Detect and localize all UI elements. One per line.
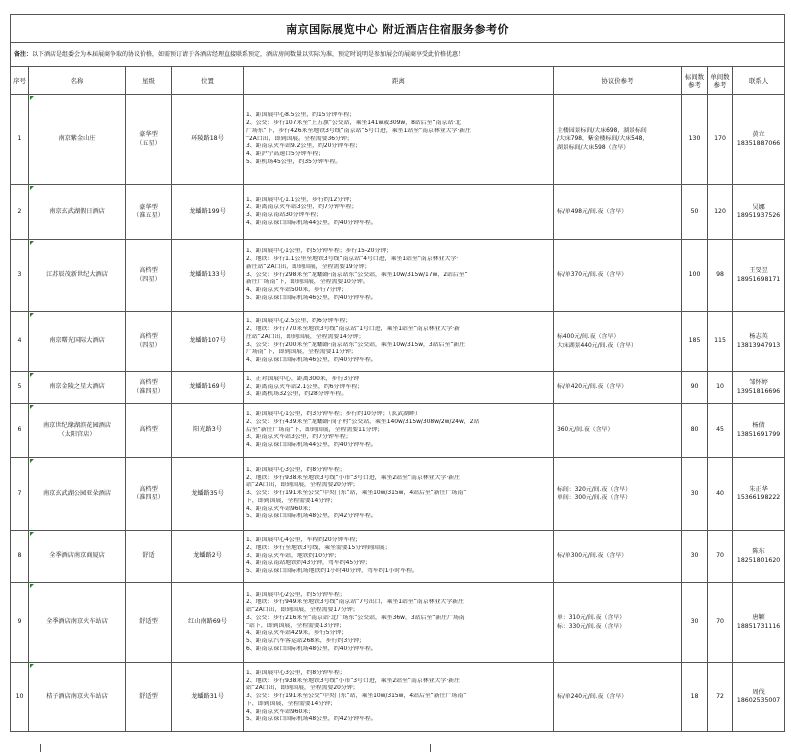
hotel-row <box>11 312 785 372</box>
distance-line: 4、距沪宁高速口5分钟车程； <box>246 151 325 158</box>
hotel-star <box>126 663 172 732</box>
hotel-single-count: 40 <box>708 458 733 531</box>
distance-line: 2、公交：步行439米至“龙蟠路·岗子村”公交站，乘坐140w/315w/308w/2w/24w，2站 <box>246 418 480 425</box>
hotel-contact <box>733 240 785 312</box>
hotel-name-line: 全季酒店南京火车站店 <box>46 618 108 626</box>
hotel-single-count: 98 <box>708 240 733 312</box>
hotel-name-line: 全季酒店南京商厦店 <box>49 552 105 560</box>
hotel-row <box>11 663 785 732</box>
hotel-row <box>11 531 785 583</box>
hotel-distance <box>244 95 554 185</box>
distance-line: 2、地铁：步行938米至地铁3号线“小市”3号口进，乘坐2站至“南京林业大学·新庄 <box>246 677 460 684</box>
hotel-agreement-price <box>554 404 682 458</box>
hotel-contact <box>733 372 785 404</box>
hotel-star <box>126 95 172 185</box>
notice-row <box>11 43 785 67</box>
header-star: 星级 <box>126 67 172 95</box>
contact-line: 15366198222 <box>736 494 781 501</box>
hotel-star <box>126 312 172 372</box>
distance-line: 下，即到国展，全程需要14分钟； <box>246 700 336 707</box>
price-line: 标/单370元/间.夜（含早） <box>557 272 628 279</box>
distance-line: 4、距南京禄口国际机场44公里，约40分钟车程。 <box>246 219 377 226</box>
hotel-name-line: （太阳宫店） <box>58 430 96 438</box>
distance-line: 后至“新庄广场南”下，即到国展，全程需要11分钟； <box>246 426 384 433</box>
price-line: 大床湖景440元/间.夜（含早） <box>557 342 637 349</box>
contact-line: 唐颖 <box>752 614 765 621</box>
hotel-single-count: 45 <box>708 404 733 458</box>
hotel-name <box>29 531 126 583</box>
hotel-name-line: 南京玄武湖假日酒店 <box>49 207 105 215</box>
distance-line: 3、距南京火车站3公里，约7分钟车程； <box>246 434 352 441</box>
hotel-seq: 4 <box>11 312 29 372</box>
distance-line: 4、距南京火车站960米； <box>246 708 315 715</box>
distance-line: 2、地铁：步行1.1公里至地铁3号线“南京站”4号口进，乘坐1站至“南京林业大学· <box>246 256 459 263</box>
hotel-name <box>29 663 126 732</box>
hotel-name-line: 南京金陵之星大酒店 <box>49 383 105 391</box>
price-line: 主楼园景标间/大床698，湖景标间 <box>557 127 647 134</box>
hotel-contact <box>733 583 785 663</box>
hotel-std-count: 185 <box>682 312 708 372</box>
distance-line: 4、距南京火车站960米； <box>246 505 315 512</box>
contact-line: 吴娜 <box>752 203 765 211</box>
hotel-seq: 7 <box>11 458 29 531</box>
hotel-location: 龙蟠路133号 <box>172 240 244 312</box>
contact-line: 18602535007 <box>736 697 781 704</box>
hotel-star-line: 高档型 <box>139 485 158 493</box>
hotel-single-count: 70 <box>708 583 733 663</box>
hotel-distance <box>244 240 554 312</box>
hotel-single-count: 10 <box>708 372 733 404</box>
distance-line: 广场南”下，即到国展，全程需要11分钟； <box>246 349 357 356</box>
distance-line: 3、公交：步行216米至“南京站·北广场东”公交站，乘坐36w，3站后至“新庄广场南 <box>246 614 465 621</box>
hotel-contact <box>733 312 785 372</box>
hotel-star <box>126 240 172 312</box>
hotel-std-count: 80 <box>682 404 708 458</box>
price-line: 标/单300元/间.夜（含早） <box>557 553 628 560</box>
price-line: 标400元/间.夜（含早） <box>557 334 620 340</box>
hotel-star-line: 高档型 <box>139 267 158 274</box>
page-edge-mark <box>430 744 431 752</box>
distance-line: 1、距国展中心1公里，约5分钟车程；步行15-20分钟； <box>246 248 393 255</box>
cell-comment-marker <box>30 96 34 100</box>
header-distance: 距离 <box>244 67 554 95</box>
hotel-distance <box>244 185 554 240</box>
distance-line: 新庄广场南”下，即到国展，全程需要10分钟。 <box>246 279 369 286</box>
hotel-contact <box>733 185 785 240</box>
header-std-ref-line1: 标间数 <box>684 72 705 81</box>
hotel-std-count: 30 <box>682 458 708 531</box>
hotel-name <box>29 312 126 372</box>
hotel-name <box>29 372 126 404</box>
hotel-location: 龙蟠路2号 <box>172 531 244 583</box>
hotel-name-line: 江苏辰茂新世纪大酒店 <box>46 271 108 279</box>
distance-line: 2、地铁：步行949米至地铁3号线“南京站”7号出口，乘坐1站至“南京林业大学新庄 <box>246 599 464 606</box>
hotel-agreement-price <box>554 372 682 404</box>
hotel-std-count: 90 <box>682 372 708 404</box>
price-line: 360元/间.夜（含早） <box>557 427 614 434</box>
distance-line: 2、距离南京火车站2.1公里，约6分钟车程； <box>246 383 364 390</box>
hotel-name-line: 南京玄武湖公园亚朵酒店 <box>42 489 112 497</box>
distance-line: 广场东”下，步行426米至地铁3号线“南京站”5号口进，乘坐1站至“南京林业大学·新庄 <box>246 127 472 134</box>
hotel-name-line: 南京世纪缘湖滨花园酒店 <box>42 422 112 429</box>
hotel-name <box>29 458 126 531</box>
distance-line: 5、距机场45公里，约35分钟车程。 <box>246 158 342 165</box>
contact-line: 18951937526 <box>736 212 781 219</box>
cell-comment-marker <box>30 186 34 190</box>
header-std-ref <box>682 67 708 95</box>
contact-line: 18351887066 <box>736 139 781 147</box>
hotel-agreement-price <box>554 583 682 663</box>
price-line: 单：310元/间.夜（含早） <box>557 615 626 621</box>
contact-line: 王旻昱 <box>749 267 768 274</box>
hotel-agreement-price <box>554 312 682 372</box>
distance-line: 3、公交：步行298米至“龙蟠路·南京站东”公交站，乘坐10w/315w/17w，2站后至“ <box>246 271 468 278</box>
distance-line: 2、距离南京火车站3公里，约7分钟车程； <box>246 204 358 211</box>
hotel-row <box>11 372 785 404</box>
contact-line: 朱正华 <box>749 485 768 493</box>
page-edge-mark <box>40 744 41 752</box>
distance-line: 5、距南京禄口国际机场48公里，约42分钟车程。 <box>246 716 377 723</box>
header-name: 名称 <box>29 67 126 95</box>
hotel-std-count: 130 <box>682 95 708 185</box>
hotel-row <box>11 404 785 458</box>
price-line: 标/单420元/间.夜（含早） <box>557 384 628 391</box>
header-single-ref-line1: 单间数 <box>710 72 730 81</box>
header-seq: 序号 <box>11 67 29 95</box>
hotel-std-count: 100 <box>682 240 708 312</box>
contact-line: 18851731116 <box>736 622 781 630</box>
distance-line: 3、公交：步行191米至公交“中央门东”站，乘坐10w/315w，4站后至“新庄广场南” <box>246 490 467 497</box>
header-single-ref-line2: 参考 <box>713 80 727 89</box>
distance-line: 站”2A口出，即到国展，全程需要17分钟； <box>246 607 359 613</box>
contact-line: 18251801620 <box>736 556 781 564</box>
hotel-star <box>126 583 172 663</box>
hotel-row <box>11 185 785 240</box>
distance-line: 3、距南京南站30分钟车程； <box>246 212 323 218</box>
hotel-seq: 1 <box>11 95 29 185</box>
contact-line: 杨倩 <box>752 422 765 429</box>
distance-line: 站”2A口出，即到国展，全程需要20分钟； <box>246 685 359 692</box>
hotel-name <box>29 404 126 458</box>
distance-line: 4、距南京火车站500米，步行7分钟； <box>246 287 348 294</box>
hotel-star <box>126 185 172 240</box>
hotel-star-line: 豪华型 <box>139 131 158 138</box>
cell-comment-marker <box>30 584 34 588</box>
contact-line: 杨志英 <box>749 333 768 340</box>
hotel-seq: 5 <box>11 372 29 404</box>
distance-line: 5、距南京禄口国际机场48公里，约42分钟车程。 <box>246 513 377 520</box>
hotel-location: 龙蟠路199号 <box>172 185 244 240</box>
hotel-agreement-price <box>554 95 682 185</box>
hotel-distance <box>244 312 554 372</box>
hotel-contact <box>733 404 785 458</box>
hotel-single-count: 70 <box>708 531 733 583</box>
hotel-star <box>126 531 172 583</box>
hotel-distance <box>244 404 554 458</box>
price-line: 湖景标间/大床598（含早） <box>557 144 630 151</box>
price-line: /大床798，紫金楼标间/大床548， <box>557 136 649 143</box>
hotel-seq: 9 <box>11 583 29 663</box>
hotel-agreement-price <box>554 185 682 240</box>
price-line: 标/单498元/间.夜（含早） <box>557 208 628 215</box>
hotel-star-line: （四星） <box>136 341 161 349</box>
price-line: 单间：300元/间.夜（含早） <box>557 495 632 501</box>
hotel-location: 环陵路18号 <box>172 95 244 185</box>
distance-line: 3、距南京火车站9.2公里，约20分钟车程； <box>246 143 361 150</box>
contact-line: 13813947913 <box>736 341 781 349</box>
hotel-star-line: 高档型 <box>139 426 158 434</box>
hotel-std-count: 50 <box>682 185 708 240</box>
notice-text: 以下酒店是组委会为本届展商争取的协议价格，如需预订请于各酒店经理直接联系预定，酒店房间数量以实际为准，预定时说明是参加展会的展商享受此价格优惠！ <box>32 51 465 58</box>
hotel-location: 龙蟠路107号 <box>172 312 244 372</box>
hotel-contact <box>733 531 785 583</box>
contact-line: 周伐 <box>752 688 765 696</box>
hotel-std-count: 30 <box>682 531 708 583</box>
distance-line: 1、距国展中心1.1公里，步行约12分钟； <box>246 196 355 203</box>
notice-prefix: 备注： <box>14 51 33 58</box>
hotel-star-line: 舒适 <box>142 552 155 560</box>
hotel-agreement-price <box>554 458 682 531</box>
hotel-price-sheet <box>10 14 784 732</box>
distance-line: 下，即到国展，全程需要14分钟； <box>246 497 336 504</box>
hotel-contact <box>733 95 785 185</box>
distance-line: 1、距国展中心2公里，约5分钟车程； <box>246 591 346 598</box>
distance-line: ”2A口出，即到国展。全程需要36分钟； <box>246 135 353 142</box>
hotel-location: 龙蟠路169号 <box>172 372 244 404</box>
hotel-location: 龙蟠路35号 <box>172 458 244 531</box>
header-agreement: 协议价参考 <box>554 67 682 95</box>
distance-line: 1、距国展中心4公里，车程约20分钟车程； <box>246 537 362 544</box>
hotel-location: 龙蟠路31号 <box>172 663 244 732</box>
hotel-seq: 3 <box>11 240 29 312</box>
distance-line: 5、距南京禄口国际机场46公里，约40分钟车程。 <box>246 294 377 301</box>
distance-line: 新庄站”2A口出，即到国展，全程需要19分钟； <box>246 263 371 270</box>
contact-line: 13851691799 <box>736 430 781 438</box>
header-single-ref <box>708 67 733 95</box>
hotel-distance <box>244 372 554 404</box>
hotel-star-line: （五星） <box>136 139 161 147</box>
cell-comment-marker <box>30 459 34 463</box>
hotel-distance <box>244 663 554 732</box>
distance-line: 1、距国展中心1公里，约3分钟车程；步行约10分钟；（玄武湖畔） <box>246 411 421 418</box>
hotel-single-count: 170 <box>708 95 733 185</box>
hotel-location: 红山南路69号 <box>172 583 244 663</box>
distance-line: 3、距南京火车站，地铁约10分钟； <box>246 552 340 559</box>
distance-line: 2、公交：步行107米至“上五旗”公交站，乘坐141w或309w，8站后至“南京站·北 <box>246 120 462 127</box>
hotel-row <box>11 240 785 312</box>
hotel-contact <box>733 663 785 732</box>
contact-line: 邹怀婷 <box>749 379 768 386</box>
hotel-name <box>29 583 126 663</box>
cell-comment-marker <box>30 664 34 668</box>
hotel-single-count: 115 <box>708 312 733 372</box>
hotel-contact <box>733 458 785 531</box>
hotel-seq: 6 <box>11 404 29 458</box>
hotel-star-line: 舒适型 <box>139 692 158 700</box>
hotel-name-line: 南京曙光国际大酒店 <box>49 337 105 345</box>
contact-line: 13951816696 <box>736 387 781 395</box>
hotel-location: 阳光路3号 <box>172 404 244 458</box>
distance-line: 2、地铁：步行至地铁3号线，乘坐需要15分钟到国展； <box>246 544 391 551</box>
contact-line: 黄立 <box>752 131 765 138</box>
distance-line: 5、距南京汽车客运站268米，步行约3分钟； <box>246 638 365 644</box>
contact-line: 陈东 <box>752 548 765 555</box>
hotel-row <box>11 458 785 531</box>
hotel-agreement-price <box>554 531 682 583</box>
cell-comment-marker <box>30 241 34 245</box>
distance-line: 庄站”2A口出，即到国展，全程需要14分钟； <box>246 333 365 340</box>
hotel-name <box>29 185 126 240</box>
distance-line: 3、公交：步行200米至“龙蟠路·南京站东”公交站，乘坐10w/315w，3站后至“新庄 <box>246 341 466 348</box>
hotel-distance <box>244 531 554 583</box>
hotel-star-line: 舒适型 <box>139 618 158 626</box>
distance-line: 4、距南京禄口国际机场44公里，约40分钟车程。 <box>246 442 377 449</box>
hotel-name <box>29 95 126 185</box>
hotel-seq: 8 <box>11 531 29 583</box>
distance-line: 4、距南京禄口国际机场46公里，约40分钟车程。 <box>246 357 377 363</box>
hotel-star <box>126 404 172 458</box>
header-location: 位置 <box>172 67 244 95</box>
cell-comment-marker <box>30 373 34 377</box>
hotel-single-count: 120 <box>708 185 733 240</box>
hotel-name <box>29 240 126 312</box>
distance-line: 2、地铁：步行770米至地铁3号线“南京站”1号口进，乘坐1站至“南京林业大学·新 <box>246 326 460 332</box>
hotel-seq: 10 <box>11 663 29 732</box>
hotel-table <box>10 14 785 732</box>
price-line: 标/单240元/间.夜（含早） <box>557 693 628 700</box>
hotel-distance <box>244 458 554 531</box>
price-line: 标：330元/间.夜（含早） <box>557 623 626 630</box>
distance-line: 2、地铁：步行938米至地铁3号线“小市”3号口进，乘坐2站至“南京林业大学·新庄 <box>246 474 460 481</box>
hotel-distance <box>244 583 554 663</box>
distance-line: 5、距南京禄口国际机场地铁约1小时40分钟，驾车约1小时车程。 <box>246 568 418 575</box>
hotel-row <box>11 583 785 663</box>
hotel-seq: 2 <box>11 185 29 240</box>
header-contact: 联系人 <box>733 67 785 95</box>
distance-line: 6、距南京禄口国际机场48公里，约40分钟车程。 <box>246 645 377 652</box>
hotel-std-count: 18 <box>682 663 708 732</box>
price-line: 标间：320元/间.夜（含早） <box>557 486 632 493</box>
hotel-single-count: 72 <box>708 663 733 732</box>
hotel-agreement-price <box>554 663 682 732</box>
distance-line: 1、距国展中心2.5公里，约6分钟车程； <box>246 318 352 325</box>
distance-line: 3、距离机场32公里，约28分钟车程。 <box>246 391 348 398</box>
distance-line: 1、距国展中心3公里，约8分钟车程； <box>246 466 346 473</box>
distance-line: 3、公交：步行191米至公交“中央门东”站，乘坐10w/315w，4站后至“新庄广场南” <box>246 693 467 700</box>
page-title: 南京国际展览中心 附近酒店住宿服务参考价 <box>11 15 785 43</box>
hotel-star <box>126 458 172 531</box>
hotel-star-line: （准四星） <box>133 494 164 501</box>
hotel-star-line: 高档型 <box>139 379 158 386</box>
contact-line: 18951698171 <box>736 275 781 283</box>
hotel-agreement-price <box>554 240 682 312</box>
cell-comment-marker <box>30 532 34 536</box>
cell-comment-marker <box>30 313 34 317</box>
distance-line: 1、距国展中心3公里，约8分钟车程； <box>246 669 346 676</box>
hotel-star-line: 高档型 <box>139 333 158 340</box>
hotel-std-count: 30 <box>682 583 708 663</box>
distance-line: 1、距国展中心8.5公里，约15分钟车程； <box>246 112 355 119</box>
hotel-star-line: （四星） <box>136 275 161 283</box>
header-std-ref-line2: 参考 <box>688 80 701 89</box>
distance-line: 1、正对国展中心，距离300米，步行3分钟 <box>246 375 359 382</box>
distance-line: 4、距南京南站地铁约43分钟，驾车约45分钟； <box>246 560 371 567</box>
distance-line: ”站下，即到国展，全程需要13分钟； <box>246 622 345 629</box>
cell-comment-marker <box>30 405 34 409</box>
hotel-star <box>126 372 172 404</box>
hotel-star-line: （准四星） <box>133 387 164 395</box>
distance-line: 4、距南京火车站429米，步行5分钟； <box>246 630 348 637</box>
hotel-star-line: 豪华型 <box>139 203 158 211</box>
header-row <box>11 67 785 95</box>
distance-line: 站”2A口出，即到国展，全程需要20分钟； <box>246 482 359 489</box>
hotel-row <box>11 95 785 185</box>
hotel-name-line: 桔子酒店南京火车站店 <box>46 692 108 700</box>
hotel-star-line: （准五星） <box>133 212 164 219</box>
hotel-name-line: 南京紫金山庄 <box>58 135 96 143</box>
